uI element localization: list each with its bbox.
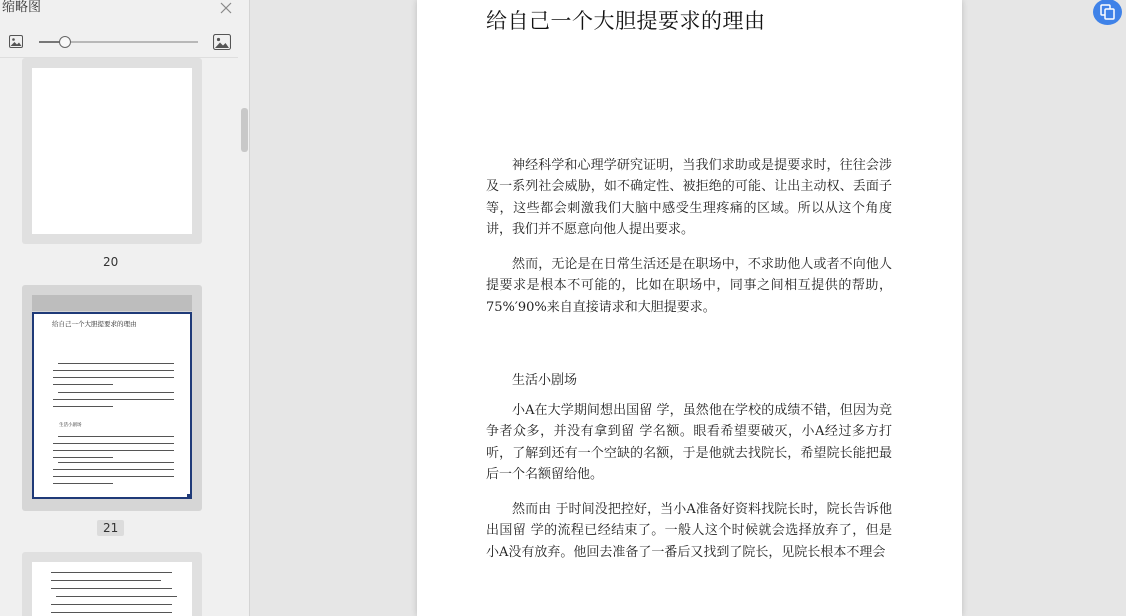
thumbnail-text-line <box>53 457 113 458</box>
thumbnail-text-line <box>58 392 174 393</box>
document-page <box>417 0 962 616</box>
thumbnail-text-line <box>58 363 174 364</box>
thumbnail-text-line <box>53 406 113 407</box>
thumbnail-text-line <box>56 596 177 597</box>
thumbnail-text-line <box>51 588 172 589</box>
thumbnail-text-line <box>53 483 113 484</box>
thumbnail-page-header-band <box>32 295 192 311</box>
thumbnail-text-line <box>53 476 174 477</box>
page-title: 给自己一个大胆提要求的理由 <box>486 9 766 33</box>
thumbnail-text-line <box>53 384 113 385</box>
paragraph-1: 神经科学和心理学研究证明，当我们求助或是提要求时，往往会涉及一系列社会威胁，如不确定性、被拒绝的可能、让出主动权、丢面子等，这些都会刺激我们大脑中感受生理疼痛的区域。所以从这个角度讲，我们并不愿意向他人提出要求。 <box>486 158 892 238</box>
floating-action-button[interactable] <box>1093 0 1122 25</box>
thumbnail-page-number-selected: 21 <box>97 520 124 536</box>
thumbnail-text-line <box>51 612 172 613</box>
thumbnail-text-line <box>53 450 174 451</box>
thumbnail-text-line <box>51 580 161 581</box>
thumbnail-text-line <box>53 399 174 400</box>
zoom-slider-handle[interactable] <box>59 36 71 48</box>
convert-icon <box>1093 0 1122 25</box>
thumbnail-page-number: 20 <box>103 255 119 269</box>
thumbnail-text-line <box>53 469 174 470</box>
document-viewport <box>251 0 1126 616</box>
paragraph-2: 然而，无论是在日常生活还是在职场中，不求助他人或者不向他人提要求是根本不可能的，比如在职场中，同事之间相互提供的帮助，75%′90%来自直接请求和大胆提要求。 <box>486 257 892 315</box>
thumbnail-page-preview <box>32 68 192 234</box>
close-icon[interactable] <box>219 1 233 15</box>
thumbnail-text-line <box>51 604 172 605</box>
image-large-icon[interactable] <box>213 34 231 50</box>
thumbnail-subheading: 生活小剧场 <box>59 423 82 428</box>
thumbnail-text-line <box>58 462 174 463</box>
thumbnail-page-22[interactable] <box>22 552 202 616</box>
image-small-icon[interactable] <box>9 35 23 48</box>
thumbnail-page-20[interactable] <box>22 58 202 244</box>
thumbnail-text-line <box>58 436 174 437</box>
thumbnail-text-line <box>51 572 172 573</box>
thumbnail-page-preview <box>32 562 192 616</box>
thumbnail-page-preview <box>32 312 192 499</box>
thumbnail-text-line <box>53 443 174 444</box>
section-subheading: 生活小剧场 <box>512 373 578 388</box>
thumbnail-page-21[interactable] <box>22 285 202 511</box>
thumbnail-text-line <box>53 377 174 378</box>
thumbnail-heading: 给自己一个大胆提要求的理由 <box>52 320 137 328</box>
thumbnail-sidebar <box>0 0 250 616</box>
sidebar-scrollbar[interactable] <box>241 108 248 152</box>
sidebar-title: 缩略图 <box>2 0 42 15</box>
thumbnail-zoom-toolbar <box>0 26 238 58</box>
paragraph-3: 小A在大学期间想出国留 学，虽然他在学校的成绩不错，但因为竞争者众多，并没有拿到留 学名额。眼看希望要破灭，小A经过多方打听，了解到还有一个空缺的名额，于是他就去找院长，希望院长能把最后一个名额留给他。 <box>486 403 892 483</box>
thumbnail-corner-marker <box>187 494 191 498</box>
thumbnail-text-line <box>53 370 174 371</box>
paragraph-4: 然而由 于时间没把控好，当小A准备好资料找院长时，院长告诉他出国留 学的流程已经结束了。一般人这个时候就会选择放弃了，但是小A没有放弃。他回去准备了一番后又找到了院长，见院长根本不理会 <box>486 502 892 560</box>
